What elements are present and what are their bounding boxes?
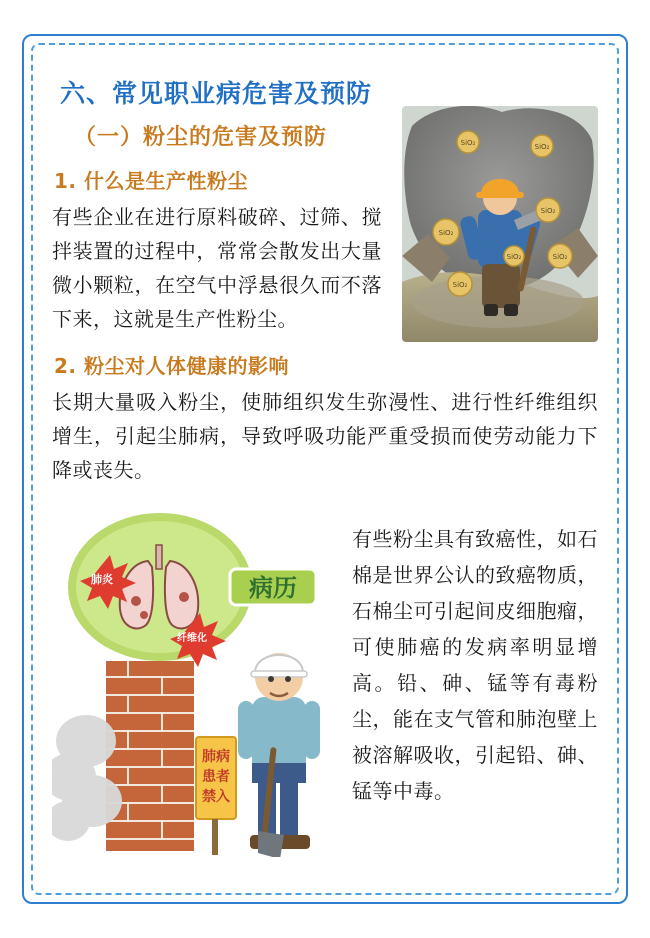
svg-text:SiO₂: SiO₂ xyxy=(460,139,476,147)
svg-text:SiO₂: SiO₂ xyxy=(540,207,556,215)
section-2-heading: 2. 粉尘对人体健康的影响 xyxy=(54,354,289,378)
svg-text:SiO₂: SiO₂ xyxy=(534,143,550,151)
worker-in-dust-cloud-illustration xyxy=(402,106,598,342)
pneumoconiosis-patient-illustration xyxy=(52,501,342,857)
svg-text:SiO₂: SiO₂ xyxy=(452,281,468,289)
svg-text:SiO₂: SiO₂ xyxy=(552,253,568,261)
section-2-body2-column xyxy=(342,501,598,857)
section-2-body2: 有些粉尘具有致癌性，如石棉是世界公认的致癌物质，石棉尘可引起间皮细胞瘤，可使肺癌的发病率明显增高。铅、砷、锰等有毒粉尘，能在支气管和肺泡壁上被溶解吸收，引起铅、砷、锰等中毒。 xyxy=(352,527,598,803)
svg-text:肺病: 肺病 xyxy=(202,749,230,765)
svg-text:患者: 患者 xyxy=(202,769,230,785)
svg-text:纤维化: 纤维化 xyxy=(177,633,207,644)
section-1-heading: 1. 什么是生产性粉尘 xyxy=(54,169,248,193)
svg-text:病历: 病历 xyxy=(249,574,297,602)
page-content xyxy=(52,62,598,876)
section-1-body: 有些企业在进行原料破碎、过筛、搅拌装置的过程中，常常会散发出大量微小颗粒，在空气中浮悬很久而不落下来，这就是生产性粉尘。 xyxy=(52,205,382,331)
section-2-body: 长期大量吸入粉尘，使肺组织发生弥漫性、进行性纤维组织增生，引起尘肺病，导致呼吸功能严重受损而使劳动能力下降或丧失。 xyxy=(52,390,598,482)
svg-text:禁入: 禁入 xyxy=(202,789,230,805)
svg-text:肺炎: 肺炎 xyxy=(91,573,113,586)
bottom-section xyxy=(52,501,598,857)
section-subtitle: （一）粉尘的危害及预防 xyxy=(74,125,328,150)
svg-text:SiO₂: SiO₂ xyxy=(438,229,454,237)
page-title: 六、常见职业病危害及预防 xyxy=(60,79,373,108)
svg-text:SiO₂: SiO₂ xyxy=(506,253,522,261)
